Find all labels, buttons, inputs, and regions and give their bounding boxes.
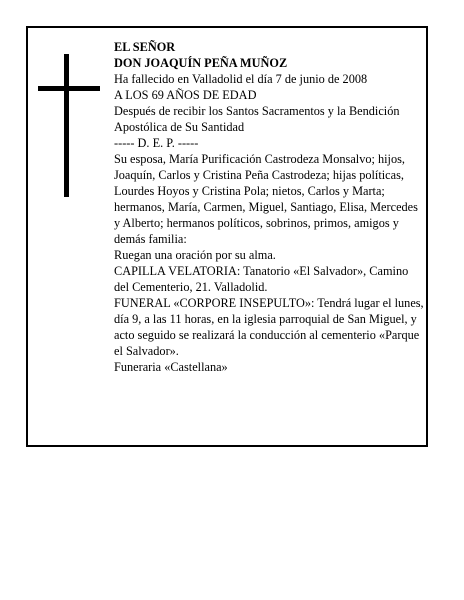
age-line: A LOS 69 AÑOS DE EDAD [114,88,257,102]
funeral-home-text: Funeraria «Castellana» [114,360,228,374]
prayer-text: Ruegan una oración por su alma. [114,248,276,262]
deceased-name: DON JOAQUÍN PEÑA MUÑOZ [114,56,288,70]
death-date: Ha fallecido en Valladolid el día 7 de junio de 2008 [114,72,368,86]
chapel-text: CAPILLA VELATORIA: Tanatorio «El Salvador», Camino del Cementerio, 21. Valladolid. [114,264,409,294]
cross-icon [38,54,100,197]
cross-vertical-bar [64,54,69,197]
title-line-1: EL SEÑOR [114,40,176,54]
family-text: Su esposa, María Purificación Castrodeza Monsalvo; hijos, Joaquín, Carlos y Cristina Peña Castrodeza; hijas políticas, Lourdes Hoyos y Cristina Pola; nietos, Carlos y Marta; hermanos, María, Carmen, Miguel, Santiago, Elisa, Mercedes y Alberto; hermanos políticos, sobrinos, primos, amigos y demás familia: [114,152,418,246]
rip-line: ----- D. E. P. ----- [114,136,199,150]
notice-text [114,39,426,375]
funeral-text: FUNERAL «CORPORE INSEPULTO»: Tendrá lugar el lunes, día 9, a las 11 horas, en la iglesia parroquial de San Miguel, y acto seguido se realizará la conducción al cementerio «Parque el Salvador». [114,296,424,358]
sacraments-text: Después de recibir los Santos Sacramentos y la Bendición Apostólica de Su Santidad [114,104,400,134]
cross-horizontal-bar [38,86,100,91]
